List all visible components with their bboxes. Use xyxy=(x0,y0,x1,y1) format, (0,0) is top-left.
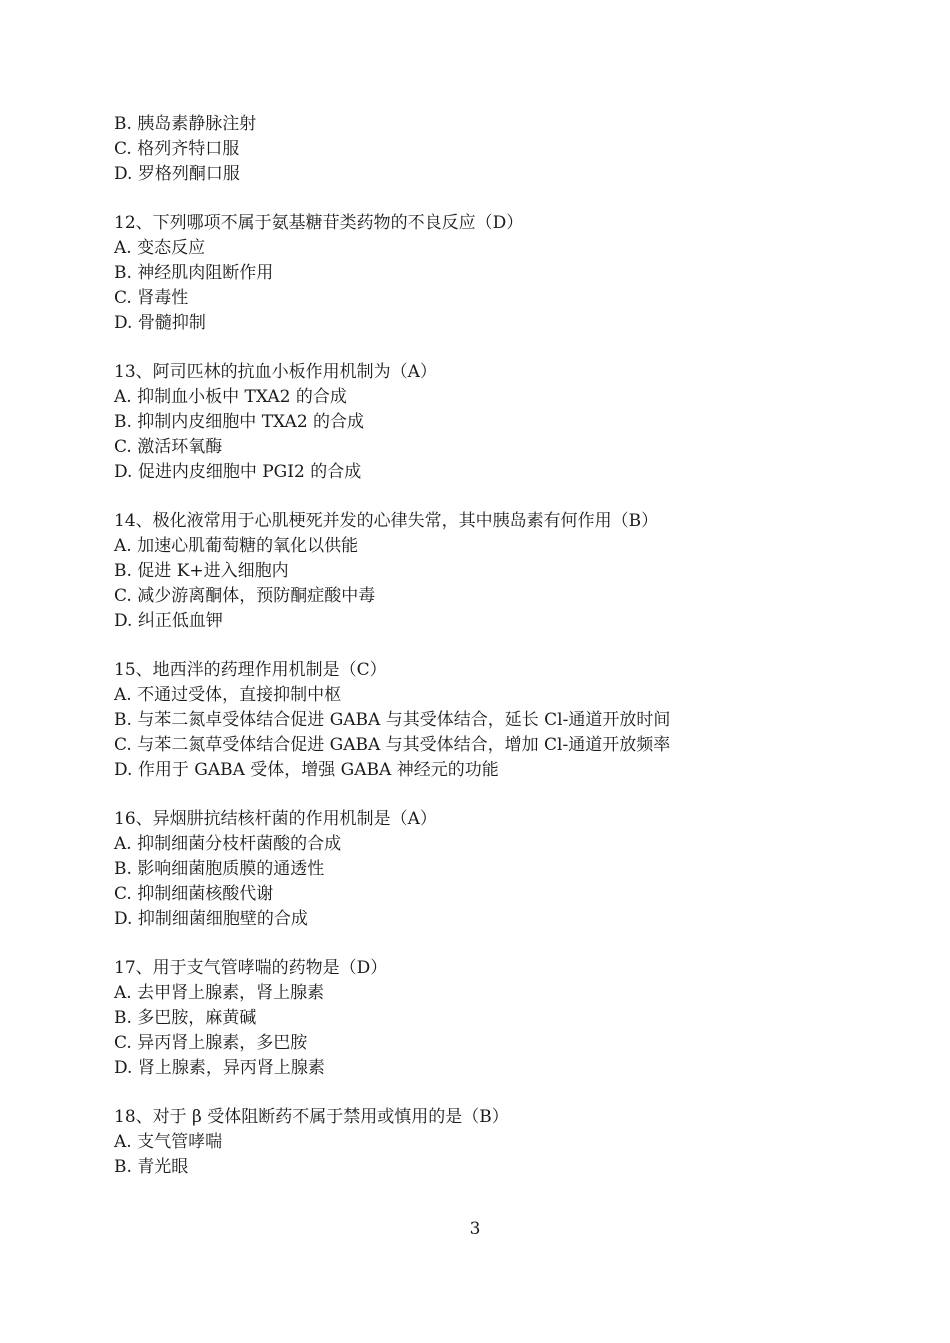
answer-option: B. 神经肌肉阻断作用 xyxy=(114,262,274,283)
document-content xyxy=(114,112,834,1180)
answer-option: A. 抑制细菌分枝杆菌酸的合成 xyxy=(114,834,342,855)
question-block xyxy=(114,211,834,335)
answer-option: D. 骨髓抑制 xyxy=(114,312,206,333)
question-block xyxy=(114,956,834,1080)
question-options-continued xyxy=(114,112,834,186)
answer-option: A. 抑制血小板中 TXA2 的合成 xyxy=(114,387,347,408)
answer-option: D. 罗格列酮口服 xyxy=(114,163,240,184)
question-text: 18、对于 β 受体阻断药不属于禁用或慎用的是（B） xyxy=(114,1107,509,1128)
answer-option: C. 与苯二氮草受体结合促进 GABA 与其受体结合，增加 Cl-通道开放频率 xyxy=(114,734,671,755)
answer-option: B. 胰岛素静脉注射 xyxy=(114,114,257,134)
answer-option: D. 促进内皮细胞中 PGI2 的合成 xyxy=(114,461,362,482)
page-number: 3 xyxy=(469,1219,481,1239)
answer-option: A. 加速心肌葡萄糖的氧化以供能 xyxy=(114,536,359,557)
question-text: 14、极化液常用于心肌梗死并发的心律失常，其中胰岛素有何作用（B） xyxy=(114,511,659,532)
answer-option: B. 抑制内皮细胞中 TXA2 的合成 xyxy=(114,411,365,432)
answer-option: C. 减少游离酮体，预防酮症酸中毒 xyxy=(114,585,376,606)
question-block xyxy=(114,658,834,782)
answer-option: A. 不通过受体，直接抑制中枢 xyxy=(114,685,342,706)
answer-option: D. 抑制细菌细胞壁的合成 xyxy=(114,908,308,929)
question-text: 12、下列哪项不属于氨基糖苷类药物的不良反应（D） xyxy=(114,213,524,234)
answer-option: C. 激活环氧酶 xyxy=(114,436,223,457)
answer-option: B. 促进 K+进入细胞内 xyxy=(114,560,289,581)
question-text: 16、异烟肼抗结核杆菌的作用机制是（A） xyxy=(114,809,437,830)
question-text: 13、阿司匹林的抗血小板作用机制为（A） xyxy=(114,362,437,383)
question-block xyxy=(114,807,834,931)
answer-option: D. 肾上腺素，异丙肾上腺素 xyxy=(114,1057,325,1078)
answer-option: A. 去甲肾上腺素，肾上腺素 xyxy=(114,983,325,1004)
answer-option: B. 青光眼 xyxy=(114,1156,189,1177)
question-text: 15、地西泮的药理作用机制是（C） xyxy=(114,660,387,681)
question-block xyxy=(114,360,834,484)
answer-option: D. 作用于 GABA 受体，增强 GABA 神经元的功能 xyxy=(114,759,499,780)
question-block xyxy=(114,509,834,633)
answer-option: C. 肾毒性 xyxy=(114,287,189,308)
question-block xyxy=(114,1105,834,1179)
answer-option: C. 抑制细菌核酸代谢 xyxy=(114,883,274,904)
answer-option: B. 影响细菌胞质膜的通透性 xyxy=(114,858,325,879)
answer-option: C. 格列齐特口服 xyxy=(114,138,240,159)
answer-option: D. 纠正低血钾 xyxy=(114,610,223,631)
answer-option: A. 支气管哮喘 xyxy=(114,1132,223,1153)
answer-option: A. 变态反应 xyxy=(114,238,206,259)
answer-option: C. 异丙肾上腺素，多巴胺 xyxy=(114,1032,308,1053)
answer-option: B. 与苯二氮卓受体结合促进 GABA 与其受体结合，延长 Cl-通道开放时间 xyxy=(114,709,671,730)
answer-option: B. 多巴胺，麻黄碱 xyxy=(114,1007,257,1028)
question-text: 17、用于支气管哮喘的药物是（D） xyxy=(114,958,388,979)
